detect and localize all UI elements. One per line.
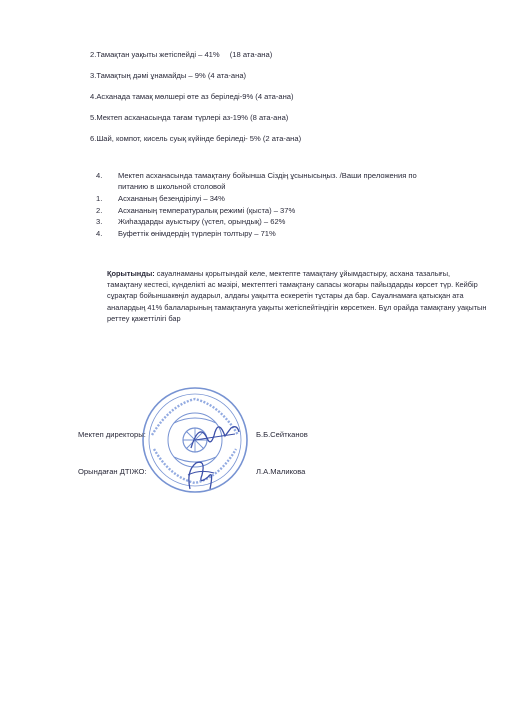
suggestion-3-number: 3.	[96, 217, 103, 226]
question-number: 4.	[96, 171, 103, 180]
suggestion-2-number: 2.	[96, 206, 103, 215]
conclusion-text: сауалнаманы қорытындай келе, мектепте тамақтану ұйымдастыру, асхана тазалығы, тамақтану кестесі, күнделікті ас мәзірі, мектептегі тамақтану сапасы жоғары пайыздарды көрсет түр. Кейбір сұрақтар бойыншакөңіл аударыл, алдағы уақытта ескеретін тұстары да бар. Сауалнамаға қатысқан ата аналардың 41% балаларының тамақтануға уақыты жетіспейтіндігін көрсеткен. Бұл орайда тамақтану уақытын реттеу қажеттілігі бар	[107, 269, 487, 323]
executor-signature	[180, 455, 220, 495]
suggestion-1: Асхананың безендірілуі – 34%	[118, 194, 225, 203]
conclusion-paragraph	[107, 268, 487, 324]
question-line-1: Мектеп асханасында тамақтану бойынша Сіздің ұсыныcыңыз. /Ваши преложения по	[118, 171, 417, 180]
survey-result-5: 5.Мектеп асханасында тағам түрлері аз-19% (8 ата-ана)	[90, 113, 289, 122]
survey-result-3: 3.Тамақтың дәмі ұнамайды – 9% (4 ата-ана)	[90, 71, 247, 80]
suggestion-3: Жиhаздарды ауыстыру (үстел, орындық) – 62%	[118, 217, 286, 226]
question-line-2: питанию в школьной столовой	[118, 182, 226, 191]
survey-result-2-text: 2.Тамақтан уақыты жетіспейді – 41%	[90, 50, 220, 59]
director-title: Мектеп директоры:	[78, 430, 146, 439]
director-signature	[185, 418, 245, 458]
survey-result-2-note: (18 ата-ана)	[229, 50, 273, 59]
survey-result-4: 4.Асханада тамақ мөлшері өте аз беріледі-9% (4 ата-ана)	[90, 92, 294, 101]
conclusion-label: Қорытынды:	[107, 269, 155, 278]
suggestion-1-number: 1.	[96, 194, 103, 203]
director-name: Б.Б.Сейтканов	[256, 430, 308, 439]
suggestion-2: Асхананың температуралық режимі (қыста) – 37%	[118, 206, 296, 215]
executor-title: Орындаған ДТІЖО:	[78, 467, 147, 476]
survey-result-2	[90, 50, 272, 60]
survey-result-6: 6.Шай, компот, кисель суық күйінде беріледі- 5% (2 ата-ана)	[90, 134, 302, 143]
suggestion-4: Буфеттік өнімдердің түрлерін толтыру – 71%	[118, 229, 276, 238]
executor-name: Л.А.Маликова	[256, 467, 306, 476]
suggestion-4-number: 4.	[96, 229, 103, 238]
